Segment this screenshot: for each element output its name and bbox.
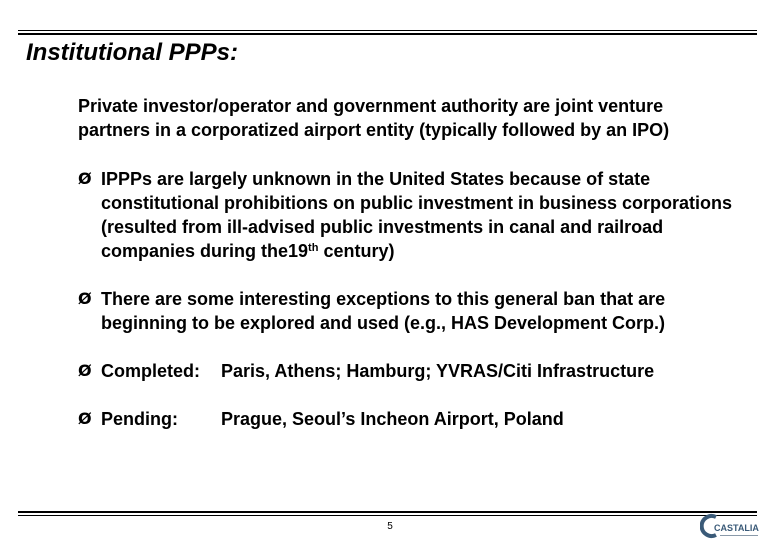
bullet-label: Pending: bbox=[101, 409, 178, 429]
header-rule-thick bbox=[18, 33, 757, 35]
bullet-value: Paris, Athens; Hamburg; YVRAS/Citi Infrastructure bbox=[221, 361, 655, 381]
logo-tagline-line bbox=[720, 535, 758, 536]
bullet-exceptions bbox=[78, 287, 738, 335]
arrow-bullet-icon: Ø bbox=[78, 409, 92, 428]
bullet-text: IPPPs are largely unknown in the United States because of state constitutional prohibitions on public investment in business corporations (resulted from ill-advised public investments in canal and railroad companies during the19 bbox=[101, 169, 733, 261]
bullet-superscript: th bbox=[308, 242, 319, 254]
bullet-ippps-us bbox=[78, 167, 738, 263]
bullet-value: Prague, Seoul’s Incheon Airport, Poland bbox=[221, 409, 564, 429]
arrow-bullet-icon: Ø bbox=[78, 361, 92, 380]
castalia-logo bbox=[700, 512, 762, 540]
header-rule-thin bbox=[18, 30, 757, 31]
footer-rule-thin bbox=[18, 515, 757, 516]
intro-paragraph: Private investor/operator and government authority are joint venture partners in a corporatized airport entity (typically followed by an IPO) bbox=[78, 96, 670, 140]
bullet-text-end: century) bbox=[318, 241, 395, 261]
bullet-pending bbox=[78, 407, 738, 431]
logo-wordmark: CASTALIA bbox=[714, 523, 759, 533]
bullet-text: There are some interesting exceptions to this general ban that are beginning to be explored and used (e.g., HAS Development Corp.) bbox=[101, 289, 666, 333]
arrow-bullet-icon: Ø bbox=[78, 169, 92, 188]
arrow-bullet-icon: Ø bbox=[78, 289, 92, 308]
slide-body bbox=[78, 94, 738, 431]
page-number: 5 bbox=[387, 521, 393, 532]
bullet-completed bbox=[78, 359, 738, 383]
footer-rule-thick bbox=[18, 511, 757, 513]
bullet-label: Completed: bbox=[101, 361, 200, 381]
slide-title: Institutional PPPs: bbox=[26, 39, 239, 66]
